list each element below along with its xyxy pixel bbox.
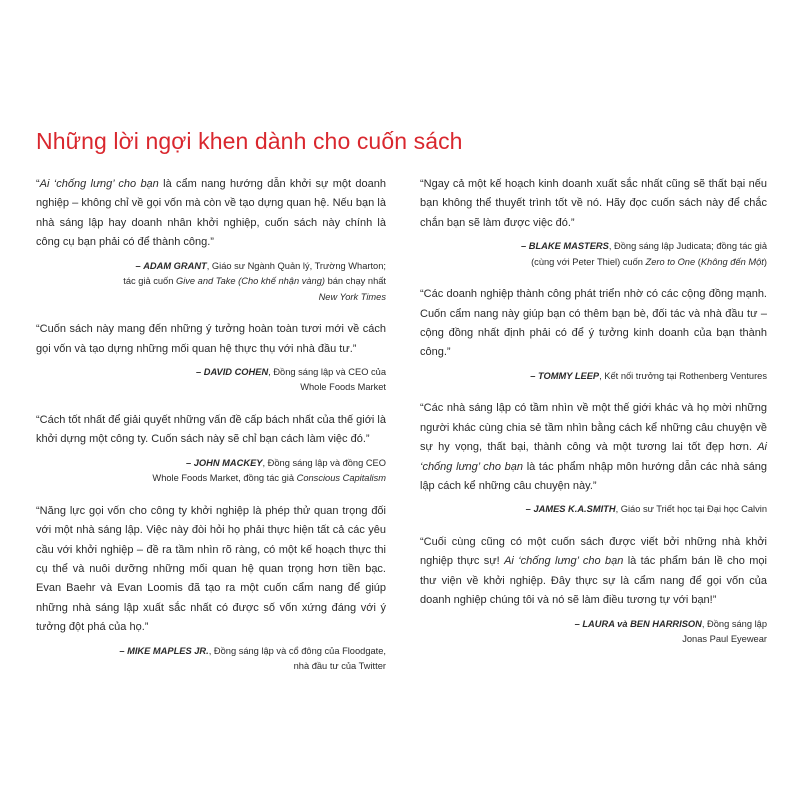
book-title: Ai ‘chống lưng’ cho bạn: [420, 441, 767, 473]
author-name: – BLAKE MASTERS: [521, 241, 609, 251]
author-name: – MIKE MAPLES JR.: [119, 646, 208, 656]
testimonial-john-mackey: [36, 411, 386, 487]
testimonial-attribution: – JAMES K.A.SMITH, Giáo sư Triết học tại Đại học Calvin: [420, 502, 767, 518]
testimonial-james-smith: [420, 399, 767, 518]
testimonial-quote: “Các doanh nghiệp thành công phát triển nhờ có các cộng đồng mạnh. Cuốn cẩm nang này giúp bạn có thêm bạn bè, đối tác và nhà đầu tư – cộng đồng nhất định phải có để ý tưởng kinh doanh của bạn thành công.”: [420, 288, 767, 359]
testimonial-quote: “Cuốn sách này mang đến những ý tưởng hoàn toàn tươi mới về cách gọi vốn và tạo dựng những mối quan hệ thực thụ với nhà đầu tư.”: [36, 323, 386, 355]
author-name: – JAMES K.A.SMITH: [526, 504, 616, 514]
testimonial-attribution: – LAURA và BEN HARRISON, Đồng sáng lập Jonas Paul Eyewear: [420, 617, 767, 648]
testimonial-attribution: – DAVID COHEN, Đồng sáng lập và CEO của Whole Foods Market: [36, 365, 386, 396]
testimonial-harrison: [420, 533, 767, 648]
testimonial-attribution: – JOHN MACKEY, Đồng sáng lập và đồng CEO Whole Foods Market, đồng tác giả Conscious Capitalism: [36, 456, 386, 487]
book-title: Ai ‘chống lưng’ cho bạn: [39, 178, 159, 190]
page-title: Những lời ngợi khen dành cho cuốn sách: [36, 128, 463, 154]
testimonial-attribution: – TOMMY LEEP, Kết nối trưởng tại Rothenberg Ventures: [420, 369, 767, 385]
testimonial-david-cohen: [36, 320, 386, 396]
testimonial-attribution: – BLAKE MASTERS, Đồng sáng lập Judicata; đồng tác giả (cùng với Peter Thiel) cuốn Zero to One (Không đến Một): [420, 239, 767, 270]
testimonial-attribution: – ADAM GRANT, Giáo sư Ngành Quản lý, Trường Wharton; tác giả cuốn Give and Take (Cho khế nhận vàng) bán chạy nhất New York Times: [36, 259, 386, 306]
right-column: [420, 175, 767, 648]
testimonial-blake-masters: [420, 175, 767, 270]
testimonial-tommy-leep: [420, 285, 767, 384]
testimonial-mike-maples: [36, 502, 386, 675]
left-column: [36, 175, 386, 675]
author-name: – DAVID COHEN: [196, 367, 268, 377]
author-name: – TOMMY LEEP: [530, 371, 599, 381]
book-title: Ai ‘chống lưng’ cho bạn: [504, 555, 624, 568]
testimonial-attribution: – MIKE MAPLES JR., Đồng sáng lập và cổ đông của Floodgate, nhà đầu tư của Twitter: [36, 644, 386, 675]
testimonial-quote: “Ai ‘chống lưng’ cho bạn là cẩm nang hướng dẫn khởi sự một doanh nghiệp – không chỉ về gọi vốn mà còn về tạo dựng quan hệ. Nếu bạn là nhà sáng lập hay doanh nhân khởi nghiệp, cuốn sách này chính là công cụ bạn phải có để thành công.”: [36, 178, 386, 249]
testimonial-quote: “Ngay cả một kế hoạch kinh doanh xuất sắc nhất cũng sẽ thất bại nếu bạn không thể thuyết trình tốt về nó. Hãy đọc cuốn sách này để chắc chắn bạn sẽ làm được việc đó.”: [420, 178, 767, 229]
testimonial-quote: “Năng lực gọi vốn cho công ty khởi nghiệp là phép thử quan trọng đối với một nhà sáng lập. Việc này đòi hỏi họ phải thực hiện tất cả các yêu cầu với khởi nghiệp – đề ra tầm nhìn rõ ràng, có một kế hoạch thực thi cụ thể và nuôi dưỡng những mối quan hệ quan trọng hơn tiền bạc. Evan Baehr và Evan Loomis đã tạo ra một cuốn cẩm nang để giúp những nhà sáng lập xuất sắc nhất có được số vốn xứng đáng với ý tưởng đột phá của họ.”: [36, 504, 386, 634]
testimonial-quote: “Cuối cùng cũng có một cuốn sách được viết bởi những nhà khởi nghiệp thực sự! Ai ‘chống lưng’ cho bạn là tác phẩm bán lề cho mọi thư viện về khởi nghiệp. Đây thực sự là cẩm nang để gọi vốn của doanh nghiệp chúng tôi và nó sẽ làm điều tương tự với bạn!”: [420, 535, 767, 607]
author-name: – LAURA và BEN HARRISON: [575, 619, 702, 629]
testimonial-adam-grant: [36, 175, 386, 305]
author-name: – ADAM GRANT: [135, 261, 206, 271]
author-name: – JOHN MACKEY: [186, 458, 262, 468]
testimonial-quote: “Các nhà sáng lập có tầm nhìn về một thế giới khác và họ mời những người khác cùng chia sẻ tầm nhìn bằng cách kể những câu chuyện về sự hy vọng, thất bại, thành công và một tương lai tốt đẹp hơn. Ai ‘chống lưng’ cho bạn là tác phẩm nhập môn hướng dẫn các nhà sáng lập cách kể những câu chuyện này.”: [420, 402, 767, 492]
testimonial-quote: “Cách tốt nhất để giải quyết những vấn đề cấp bách nhất của thế giới là khởi dựng một công ty. Cuốn sách này sẽ chỉ bạn cách làm việc đó.”: [36, 413, 386, 446]
